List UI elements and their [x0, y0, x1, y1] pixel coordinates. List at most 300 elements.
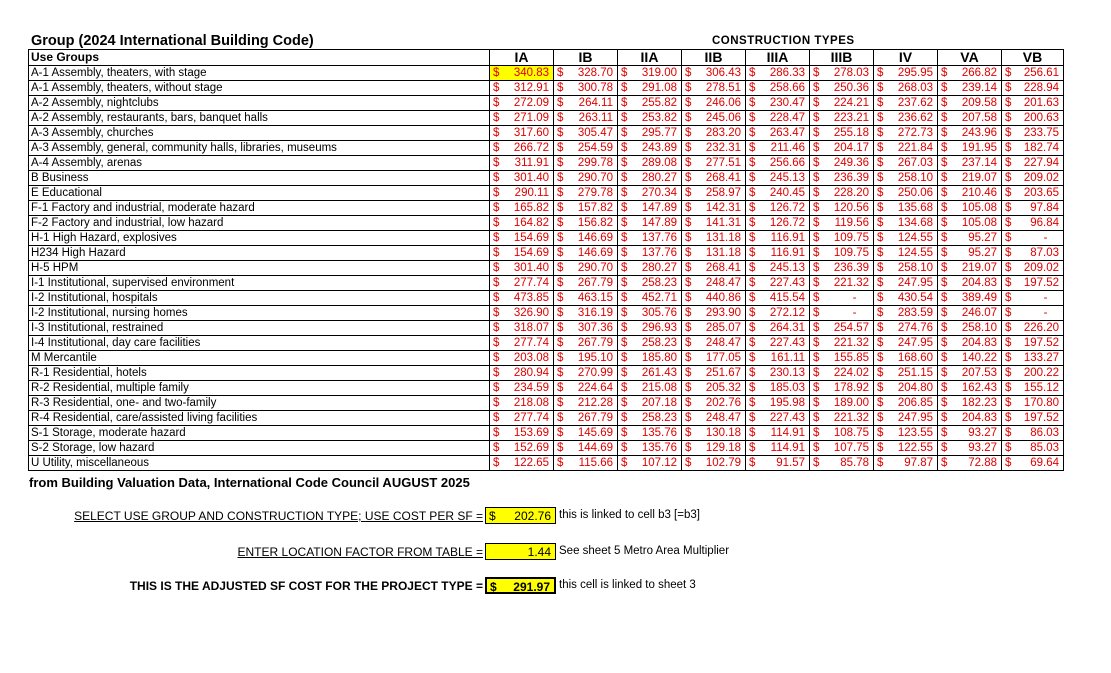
cost-cell[interactable]: [682, 456, 746, 471]
cost-cell[interactable]: [682, 141, 746, 156]
use-group-cell[interactable]: F-2 Factory and industrial, low hazard: [29, 216, 490, 231]
cost-value: 122.65: [513, 457, 549, 469]
cost-cell[interactable]: [682, 426, 746, 441]
cost-cell[interactable]: [490, 411, 554, 426]
cost-cell[interactable]: [810, 156, 874, 171]
cost-cell[interactable]: [938, 351, 1002, 366]
cost-cell[interactable]: [554, 276, 618, 291]
cost-cell[interactable]: [554, 411, 618, 426]
type-header[interactable]: IIIB: [810, 50, 874, 66]
cost-cell[interactable]: [490, 336, 554, 351]
cost-cell[interactable]: [1002, 366, 1064, 381]
cost-cell[interactable]: [554, 111, 618, 126]
cost-cell[interactable]: [682, 261, 746, 276]
cost-cell[interactable]: [874, 156, 938, 171]
cost-cell[interactable]: [618, 201, 682, 216]
use-group-cell[interactable]: I-1 Institutional, supervised environment: [29, 276, 490, 291]
cost-value: 204.80: [897, 382, 933, 394]
cost-cell[interactable]: [1002, 276, 1064, 291]
cost-cell[interactable]: [618, 216, 682, 231]
cost-cell[interactable]: [682, 216, 746, 231]
cost-cell[interactable]: [618, 366, 682, 381]
cost-cell[interactable]: [874, 306, 938, 321]
cost-cell[interactable]: [618, 66, 682, 81]
cost-cell[interactable]: [810, 426, 874, 441]
cost-cell[interactable]: [1002, 246, 1064, 261]
cost-cell[interactable]: [618, 456, 682, 471]
cost-cell[interactable]: [1002, 291, 1064, 306]
cost-cell[interactable]: [618, 411, 682, 426]
cost-cell[interactable]: [938, 306, 1002, 321]
cost-cell[interactable]: [682, 366, 746, 381]
currency-symbol: $: [557, 262, 564, 274]
cost-cell[interactable]: [874, 171, 938, 186]
cost-cell[interactable]: [810, 81, 874, 96]
cost-cell[interactable]: [938, 366, 1002, 381]
cost-cell[interactable]: [938, 246, 1002, 261]
use-group-cell[interactable]: A-1 Assembly, theaters, without stage: [29, 81, 490, 96]
cost-cell[interactable]: [1002, 231, 1064, 246]
cost-value: 204.17: [833, 142, 869, 154]
cost-cell[interactable]: [938, 231, 1002, 246]
cost-cell[interactable]: [554, 336, 618, 351]
cost-cell[interactable]: [490, 306, 554, 321]
cost-cell[interactable]: [490, 426, 554, 441]
cost-cell[interactable]: [874, 396, 938, 411]
cost-cell[interactable]: [490, 171, 554, 186]
location-factor-cell[interactable]: [485, 543, 556, 560]
cost-cell[interactable]: [618, 291, 682, 306]
cost-cell[interactable]: [618, 186, 682, 201]
cost-cell[interactable]: [938, 141, 1002, 156]
use-group-cell[interactable]: H-5 HPM: [29, 261, 490, 276]
cost-cell[interactable]: [746, 306, 810, 321]
cost-cell[interactable]: [810, 291, 874, 306]
cost-cell[interactable]: [874, 96, 938, 111]
cost-cell[interactable]: [682, 336, 746, 351]
cost-cell[interactable]: [618, 306, 682, 321]
cost-cell[interactable]: [618, 246, 682, 261]
use-group-cell[interactable]: E Educational: [29, 186, 490, 201]
cost-cell[interactable]: [810, 351, 874, 366]
type-header[interactable]: IA: [490, 50, 554, 66]
cost-cell[interactable]: [618, 126, 682, 141]
cost-cell[interactable]: [554, 96, 618, 111]
cost-cell[interactable]: [682, 186, 746, 201]
cost-cell[interactable]: [490, 456, 554, 471]
cost-cell[interactable]: [682, 111, 746, 126]
use-group-cell[interactable]: B Business: [29, 171, 490, 186]
cost-cell[interactable]: [490, 186, 554, 201]
cost-cell[interactable]: [1002, 321, 1064, 336]
cost-cell[interactable]: [810, 111, 874, 126]
cost-cell[interactable]: [1002, 381, 1064, 396]
cost-cell[interactable]: [746, 96, 810, 111]
cost-cell[interactable]: [746, 246, 810, 261]
cost-cell[interactable]: [490, 351, 554, 366]
cost-cell[interactable]: [1002, 426, 1064, 441]
cost-cell[interactable]: [938, 186, 1002, 201]
cost-cell[interactable]: [810, 186, 874, 201]
cost-cell[interactable]: [874, 426, 938, 441]
cost-cell[interactable]: [618, 381, 682, 396]
cost-cell[interactable]: [810, 261, 874, 276]
cost-cell[interactable]: [618, 111, 682, 126]
use-group-cell[interactable]: R-4 Residential, care/assisted living facilities: [29, 411, 490, 426]
cost-cell[interactable]: [874, 246, 938, 261]
use-group-cell[interactable]: R-1 Residential, hotels: [29, 366, 490, 381]
cost-cell[interactable]: [554, 456, 618, 471]
cost-cell[interactable]: [810, 201, 874, 216]
cost-cell[interactable]: [746, 456, 810, 471]
cost-cell[interactable]: [490, 201, 554, 216]
cost-cell[interactable]: [1002, 201, 1064, 216]
use-group-cell[interactable]: A-3 Assembly, general, community halls, libraries, museums: [29, 141, 490, 156]
cost-cell[interactable]: [618, 231, 682, 246]
table-row: [29, 426, 1064, 441]
cost-cell[interactable]: [938, 321, 1002, 336]
cost-value: 293.90: [705, 307, 741, 319]
cost-cell[interactable]: [554, 171, 618, 186]
cost-cell[interactable]: [810, 231, 874, 246]
cost-cell[interactable]: [682, 411, 746, 426]
type-header[interactable]: VB: [1002, 50, 1064, 66]
cost-cell[interactable]: [682, 306, 746, 321]
cost-cell[interactable]: [618, 441, 682, 456]
use-group-cell[interactable]: I-4 Institutional, day care facilities: [29, 336, 490, 351]
cost-cell[interactable]: [746, 126, 810, 141]
use-group-cell[interactable]: F-1 Factory and industrial, moderate hazard: [29, 201, 490, 216]
cost-cell[interactable]: [490, 321, 554, 336]
cost-cell[interactable]: [1002, 336, 1064, 351]
cost-cell[interactable]: [554, 381, 618, 396]
cost-cell[interactable]: [810, 396, 874, 411]
cost-cell[interactable]: [938, 396, 1002, 411]
cost-cell[interactable]: [618, 396, 682, 411]
cost-cell[interactable]: [682, 201, 746, 216]
cost-cell[interactable]: [874, 381, 938, 396]
cost-cell[interactable]: [746, 186, 810, 201]
cost-cell[interactable]: [874, 126, 938, 141]
cost-cell[interactable]: [682, 276, 746, 291]
cost-cell[interactable]: [746, 66, 810, 81]
cost-cell[interactable]: [682, 291, 746, 306]
cost-cell[interactable]: [682, 66, 746, 81]
cost-cell[interactable]: [938, 171, 1002, 186]
cost-cell[interactable]: [618, 156, 682, 171]
cost-cell[interactable]: [490, 396, 554, 411]
cost-cell[interactable]: [874, 291, 938, 306]
cost-cell[interactable]: [1002, 441, 1064, 456]
cost-cell[interactable]: [618, 321, 682, 336]
cost-cell[interactable]: [682, 396, 746, 411]
cost-cell[interactable]: [554, 216, 618, 231]
cost-per-sf-note: this is linked to cell b3 [=b3]: [559, 509, 700, 521]
cost-cell[interactable]: [810, 321, 874, 336]
cost-cell[interactable]: [746, 366, 810, 381]
cost-cell[interactable]: [554, 186, 618, 201]
use-group-cell[interactable]: I-2 Institutional, nursing homes: [29, 306, 490, 321]
cost-cell[interactable]: [490, 441, 554, 456]
cost-cell[interactable]: [1002, 411, 1064, 426]
cost-cell[interactable]: [746, 396, 810, 411]
cost-cell[interactable]: [554, 66, 618, 81]
cost-cell[interactable]: [938, 336, 1002, 351]
cost-cell[interactable]: [1002, 141, 1064, 156]
cost-cell[interactable]: [938, 426, 1002, 441]
use-group-cell[interactable]: A-2 Assembly, nightclubs: [29, 96, 490, 111]
cost-cell[interactable]: [746, 141, 810, 156]
cost-cell[interactable]: [810, 126, 874, 141]
cost-cell[interactable]: [554, 126, 618, 141]
cost-cell[interactable]: [1002, 261, 1064, 276]
cost-cell[interactable]: [1002, 456, 1064, 471]
cost-cell[interactable]: [874, 261, 938, 276]
cost-cell[interactable]: [682, 126, 746, 141]
cost-cell[interactable]: [810, 411, 874, 426]
cost-value: 245.13: [769, 262, 805, 274]
use-group-cell[interactable]: S-1 Storage, moderate hazard: [29, 426, 490, 441]
cost-cell[interactable]: [618, 336, 682, 351]
cost-value: 142.31: [705, 202, 741, 214]
cost-cell[interactable]: [1002, 351, 1064, 366]
cost-cell[interactable]: [554, 156, 618, 171]
cost-cell[interactable]: [938, 96, 1002, 111]
cost-cell[interactable]: [746, 171, 810, 186]
cost-cell[interactable]: [874, 411, 938, 426]
type-header[interactable]: IIA: [618, 50, 682, 66]
use-group-cell[interactable]: A-2 Assembly, restaurants, bars, banquet halls: [29, 111, 490, 126]
cost-cell[interactable]: [746, 156, 810, 171]
cost-cell[interactable]: [938, 291, 1002, 306]
cost-cell[interactable]: [490, 216, 554, 231]
cost-cell[interactable]: [554, 231, 618, 246]
cost-cell[interactable]: [810, 66, 874, 81]
use-group-cell[interactable]: I-2 Institutional, hospitals: [29, 291, 490, 306]
cost-cell[interactable]: [746, 81, 810, 96]
cost-cell[interactable]: [874, 81, 938, 96]
cost-cell[interactable]: [618, 426, 682, 441]
use-group-cell[interactable]: H234 High Hazard: [29, 246, 490, 261]
cost-cell[interactable]: [682, 441, 746, 456]
cost-cell[interactable]: [618, 171, 682, 186]
cost-cell[interactable]: [938, 201, 1002, 216]
use-group-cell[interactable]: S-2 Storage, low hazard: [29, 441, 490, 456]
currency-symbol: $: [749, 382, 756, 394]
adjusted-cost-cell[interactable]: [485, 577, 556, 594]
cost-cell[interactable]: [1002, 81, 1064, 96]
cost-cell[interactable]: [1002, 306, 1064, 321]
cost-cell[interactable]: [938, 216, 1002, 231]
cost-cell[interactable]: [1002, 66, 1064, 81]
cost-cell[interactable]: [746, 291, 810, 306]
cost-cell[interactable]: [746, 231, 810, 246]
type-header[interactable]: IIB: [682, 50, 746, 66]
cost-cell[interactable]: [810, 441, 874, 456]
cost-cell[interactable]: [490, 276, 554, 291]
cost-cell[interactable]: [490, 96, 554, 111]
cost-cell[interactable]: [810, 96, 874, 111]
cost-cell[interactable]: [490, 126, 554, 141]
use-group-cell[interactable]: M Mercantile: [29, 351, 490, 366]
cost-cell[interactable]: [938, 66, 1002, 81]
cost-value: 258.23: [641, 277, 677, 289]
cost-cell[interactable]: [746, 441, 810, 456]
cost-value: 258.10: [897, 172, 933, 184]
cost-cell[interactable]: [746, 201, 810, 216]
cost-cell[interactable]: [682, 156, 746, 171]
cost-cell[interactable]: [746, 111, 810, 126]
cost-cell[interactable]: [490, 231, 554, 246]
cost-cell[interactable]: [938, 411, 1002, 426]
cost-cell[interactable]: [874, 231, 938, 246]
cost-cell[interactable]: [1002, 171, 1064, 186]
cost-cell[interactable]: [554, 246, 618, 261]
use-group-cell[interactable]: R-3 Residential, one- and two-family: [29, 396, 490, 411]
use-group-cell[interactable]: A-3 Assembly, churches: [29, 126, 490, 141]
cost-cell[interactable]: [874, 456, 938, 471]
type-header[interactable]: VA: [938, 50, 1002, 66]
cost-per-sf-cell[interactable]: [485, 507, 556, 524]
cost-cell[interactable]: [874, 111, 938, 126]
cost-cell[interactable]: [746, 336, 810, 351]
type-header[interactable]: IIIA: [746, 50, 810, 66]
cost-cell[interactable]: [682, 321, 746, 336]
cost-cell[interactable]: [682, 81, 746, 96]
cost-cell[interactable]: [874, 336, 938, 351]
cost-cell[interactable]: [554, 141, 618, 156]
cost-cell[interactable]: [938, 456, 1002, 471]
use-group-cell[interactable]: R-2 Residential, multiple family: [29, 381, 490, 396]
cost-cell[interactable]: [618, 276, 682, 291]
cost-cell[interactable]: [810, 366, 874, 381]
currency-symbol: $: [1005, 442, 1012, 454]
cost-cell[interactable]: [554, 306, 618, 321]
cost-cell[interactable]: [810, 216, 874, 231]
cost-cell[interactable]: [874, 186, 938, 201]
use-group-cell[interactable]: H-1 High Hazard, explosives: [29, 231, 490, 246]
cost-cell[interactable]: [938, 81, 1002, 96]
cost-value: 105.08: [961, 217, 997, 229]
cost-cell[interactable]: [682, 96, 746, 111]
cost-cell[interactable]: [874, 216, 938, 231]
cost-cell[interactable]: [746, 261, 810, 276]
cost-cell[interactable]: [490, 66, 554, 81]
cost-cell[interactable]: [938, 126, 1002, 141]
cost-cell[interactable]: [554, 351, 618, 366]
cost-cell[interactable]: [682, 231, 746, 246]
use-group-cell[interactable]: U Utility, miscellaneous: [29, 456, 490, 471]
cost-cell[interactable]: [810, 306, 874, 321]
cost-cell[interactable]: [938, 156, 1002, 171]
cost-cell[interactable]: [874, 366, 938, 381]
cost-cell[interactable]: [682, 381, 746, 396]
cost-cell[interactable]: [1002, 111, 1064, 126]
cost-cell[interactable]: [874, 276, 938, 291]
cost-cell[interactable]: [810, 456, 874, 471]
cost-cell[interactable]: [746, 321, 810, 336]
cost-cell[interactable]: [554, 441, 618, 456]
cost-cell[interactable]: [490, 111, 554, 126]
cost-cell[interactable]: [938, 441, 1002, 456]
cost-cell[interactable]: [554, 366, 618, 381]
cost-cell[interactable]: [1002, 396, 1064, 411]
use-groups-header[interactable]: Use Groups: [29, 50, 490, 66]
cost-cell[interactable]: [490, 156, 554, 171]
cost-cell[interactable]: [874, 351, 938, 366]
cost-cell[interactable]: [618, 351, 682, 366]
cost-cell[interactable]: [554, 321, 618, 336]
cost-cell[interactable]: [1002, 156, 1064, 171]
cost-cell[interactable]: [938, 111, 1002, 126]
cost-cell[interactable]: [490, 141, 554, 156]
cost-cell[interactable]: [490, 261, 554, 276]
cost-cell[interactable]: [810, 276, 874, 291]
cost-cell[interactable]: [618, 81, 682, 96]
cost-cell[interactable]: [554, 396, 618, 411]
cost-cell[interactable]: [874, 321, 938, 336]
cost-cell[interactable]: [618, 261, 682, 276]
cost-cell[interactable]: [1002, 126, 1064, 141]
cost-cell[interactable]: [682, 246, 746, 261]
cost-cell[interactable]: [490, 381, 554, 396]
cost-cell[interactable]: [554, 426, 618, 441]
cost-cell[interactable]: [746, 426, 810, 441]
cost-cell[interactable]: [1002, 216, 1064, 231]
cost-cell[interactable]: [554, 201, 618, 216]
cost-cell[interactable]: [874, 201, 938, 216]
use-group-cell[interactable]: A-1 Assembly, theaters, with stage: [29, 66, 490, 81]
cost-cell[interactable]: [746, 351, 810, 366]
use-group-cell[interactable]: I-3 Institutional, restrained: [29, 321, 490, 336]
cost-cell[interactable]: [554, 81, 618, 96]
currency-symbol: $: [749, 232, 756, 244]
cost-cell[interactable]: [490, 366, 554, 381]
cost-cell[interactable]: [490, 81, 554, 96]
cost-cell[interactable]: [746, 381, 810, 396]
cost-cell[interactable]: [938, 276, 1002, 291]
cost-cell[interactable]: [490, 291, 554, 306]
type-header[interactable]: IV: [874, 50, 938, 66]
cost-cell[interactable]: [810, 171, 874, 186]
currency-symbol: $: [557, 352, 564, 364]
cost-cell[interactable]: [490, 246, 554, 261]
cost-cell[interactable]: [874, 141, 938, 156]
cost-cell[interactable]: [746, 411, 810, 426]
cost-cell[interactable]: [810, 141, 874, 156]
cost-cell[interactable]: [810, 381, 874, 396]
type-header[interactable]: IB: [554, 50, 618, 66]
cost-cell[interactable]: [874, 441, 938, 456]
cost-cell[interactable]: [746, 276, 810, 291]
cost-cell[interactable]: [746, 216, 810, 231]
cost-cell[interactable]: [682, 351, 746, 366]
use-group-cell[interactable]: A-4 Assembly, arenas: [29, 156, 490, 171]
cost-cell[interactable]: [810, 336, 874, 351]
cost-value: 258.10: [897, 262, 933, 274]
cost-cell[interactable]: [554, 261, 618, 276]
cost-cell[interactable]: [810, 246, 874, 261]
cost-cell[interactable]: [1002, 186, 1064, 201]
cost-cell[interactable]: [938, 261, 1002, 276]
cost-cell[interactable]: [682, 171, 746, 186]
cost-cell[interactable]: [618, 96, 682, 111]
cost-cell[interactable]: [554, 291, 618, 306]
cost-cell[interactable]: [618, 141, 682, 156]
cost-cell[interactable]: [1002, 96, 1064, 111]
cost-cell[interactable]: [874, 66, 938, 81]
cost-cell[interactable]: [938, 381, 1002, 396]
